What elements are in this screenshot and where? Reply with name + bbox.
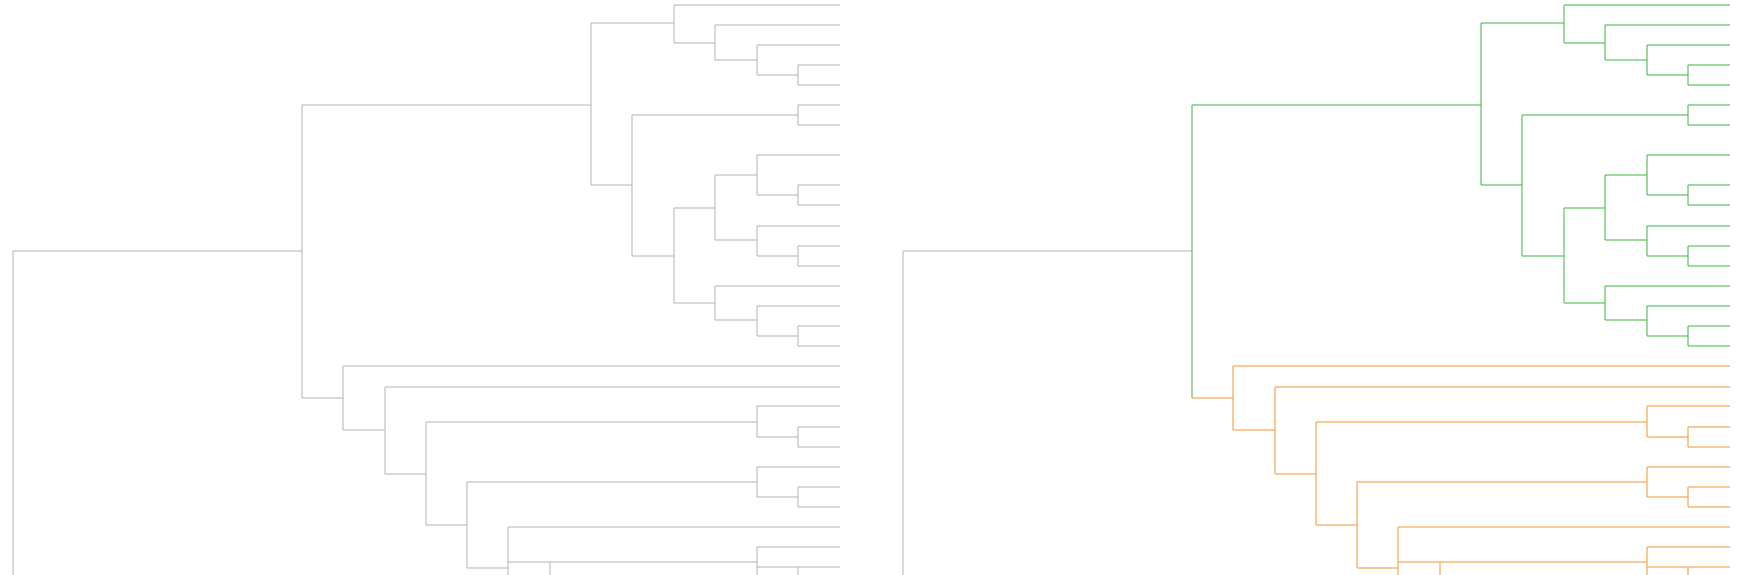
plain-dendrogram-panel bbox=[13, 5, 840, 575]
colored-dendrogram-panel bbox=[903, 5, 1730, 575]
